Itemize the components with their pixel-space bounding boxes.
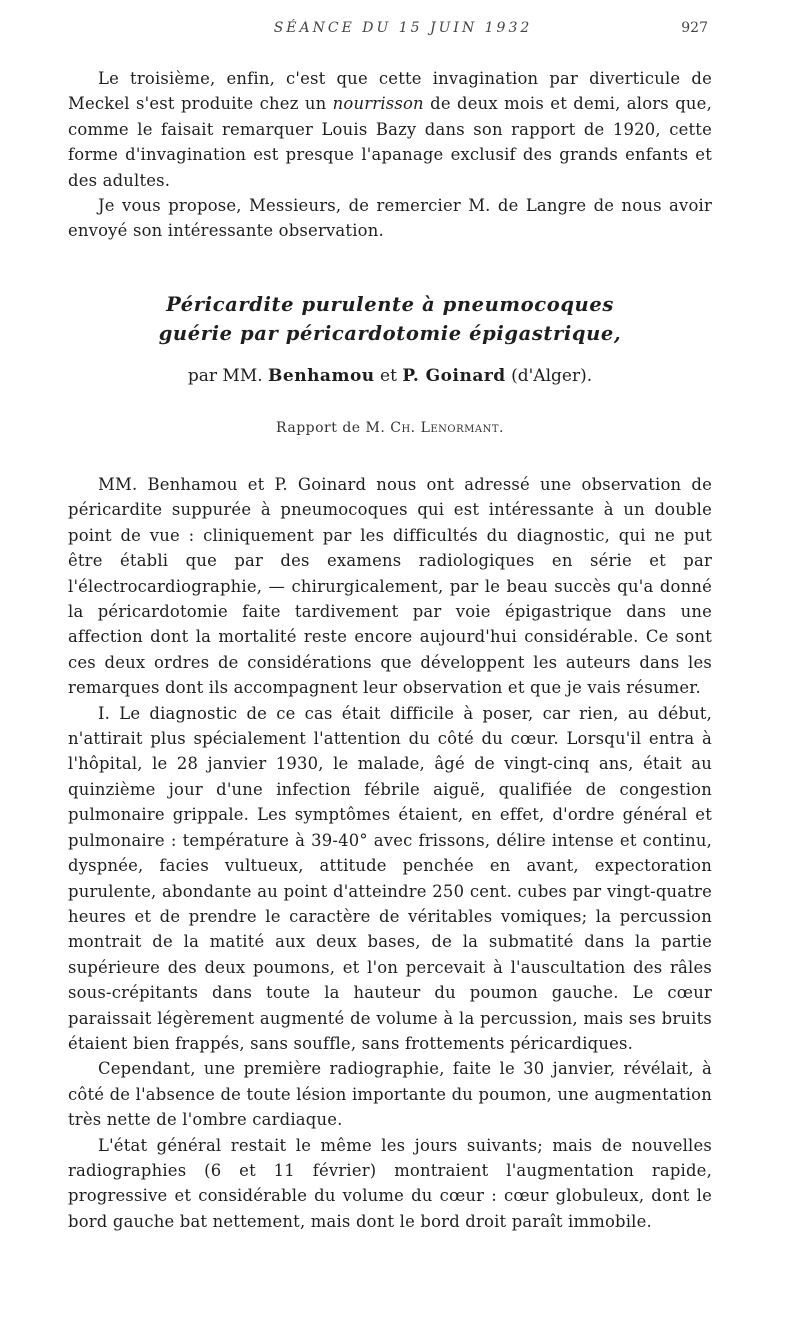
author-goinard: P. Goinard [402,366,506,386]
running-head: SÉANCE DU 15 JUIN 1932 [273,20,533,36]
article-title-line-1: Péricardite purulente à pneumocoques [166,293,614,316]
intro-section [68,66,712,244]
body-paragraph-4: L'état général restait le même les jours suivants; mais de nouvelles radiographies (6 et 11 février) montraient l'augmentation rapide, progressive et considérable du volume du cœur : cœur globuleux, dont le bord gauche bat nettement, mais dont le bord droit paraît immobile. [68,1135,712,1231]
author-benhamou: Benhamou [268,366,375,386]
article-heading [68,290,712,348]
body-paragraph-1: MM. Benhamou et P. Goinard nous ont adressé une observation de péricardite suppurée à pneumocoques qui est intéressante à un double point de vue : cliniquement par les difficultés du diagnostic, qui ne put être établi que par des examens radiologiques en série et par l'électrocardiographie, — chirurgicalement, par le beau succès qu'a donné la péricardotomie faite tardivement par voie épigastrique dans une affection dont la mortalité reste encore aujourd'hui considérable. Ce sont ces deux ordres de considérations que développent les auteurs dans les remarques dont ils accompagnent leur observation et que je vais résumer. [68,475,712,698]
emphasis-nourrisson: nourrisson [332,94,424,114]
article-title-line-2: guérie par péricardotomie épigastrique, [158,322,622,345]
rapporteur-name: Ch. Lenormant. [390,420,504,436]
intro-paragraph-1: Le troisième, enfin, c'est que cette invagination par diverticule de Meckel s'est produite chez un nourrisson de deux mois et demi, alors que, comme le faisait remarquer Louis Bazy dans son rapport de 1920, cette forme d'invagination est presque l'apanage exclusif des grands enfants et des adultes. [68,69,712,190]
page-number: 927 [681,20,708,36]
body-paragraph-2: I. Le diagnostic de ce cas était difficile à poser, car rien, au début, n'attirait plus spécialement l'attention du côté du cœur. Lorsqu'il entra à l'hôpital, le 28 janvier 1930, le malade, âgé de vingt-cinq ans, était au quinzième jour d'une infection fébrile aiguë, qualifiée de congestion pulmonaire grippale. Les symptômes étaient, en effet, d'ordre général et pulmonaire : température à 39-40° avec frissons, délire intense et continu, dyspnée, facies vultueux, attitude penchée en avant, expectoration purulente, abondante au point d'atteindre 250 cent. cubes par vingt-quatre heures et de prendre le caractère de véritables vomiques; la percussion montrait de la matité aux deux bases, de la submatité dans la partie supérieure des deux poumons, et l'on percevait à l'auscultation des râles sous-crépitants dans toute la hauteur du poumon gauche. Le cœur paraissait légèrement augmenté de volume à la percussion, mais ses bruits étaient bien frappés, sans souffle, sans frottements péricardiques. [68,703,712,1053]
authors-line: par MM. Benhamou et P. Goinard (d'Alger). [187,366,593,386]
intro-paragraph-2: Je vous propose, Messieurs, de remercier M. de Langre de nous avoir envoyé son intéressante observation. [68,196,712,241]
body-paragraph-3: Cependant, une première radiographie, faite le 30 janvier, révélait, à côté de l'absence de toute lésion importante du poumon, une augmentation très nette de l'ombre cardiaque. [68,1059,712,1130]
article-body [68,472,712,1234]
rapport-line: Rapport de M. Ch. Lenormant. [275,420,504,436]
